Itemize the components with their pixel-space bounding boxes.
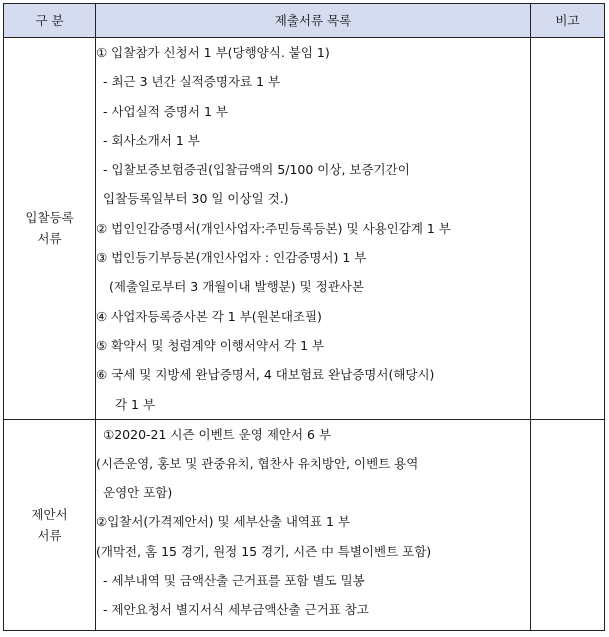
- list-item: - 최근 3 년간 실적증명자료 1 부: [103, 74, 281, 90]
- section-remark: [531, 419, 605, 630]
- list-item: - 회사소개서 1 부: [103, 132, 200, 148]
- section-remark: [531, 38, 605, 420]
- list-item: ①2020-21 시즌 이벤트 운영 제안서 6 부: [103, 426, 332, 442]
- list-item: 입찰등록일부터 30 일 이상일 것.): [103, 191, 289, 207]
- section-bid-registration: [4, 38, 605, 420]
- section-proposal-documents: [4, 419, 605, 630]
- list-item: ②입찰서(가격제안서) 및 세부산출 내역표 1 부: [96, 514, 351, 530]
- list-item: ④ 사업자등록증사본 각 1 부(원본대조필): [96, 308, 322, 324]
- list-item: - 사업실적 증명서 1 부: [103, 103, 228, 119]
- section-label: [4, 38, 96, 420]
- section-label-line: 서류: [37, 527, 62, 543]
- section-label-line: 서류: [37, 231, 62, 247]
- submission-documents-table: [3, 3, 605, 631]
- list-item: 각 1 부: [115, 396, 156, 412]
- list-item: ⑥ 국세 및 지방세 완납증명서, 4 대보험료 완납증명서(해당시): [96, 367, 435, 383]
- list-item: (시즌운영, 홍보 및 관중유치, 협찬사 유치방안, 이벤트 용역: [96, 456, 419, 472]
- list-item: ① 입찰참가 신청서 1 부(당행양식. 붙임 1): [96, 45, 330, 60]
- list-item: ⑤ 확약서 및 청렴계약 이행서약서 각 1 부: [96, 337, 325, 353]
- section-label-line: 입찰등록: [25, 210, 74, 226]
- list-item: - 제안요청서 별지서식 세부금액산출 근거표 참고: [103, 601, 369, 617]
- list-item: ② 법인인감증명서(개인사업자:주민등록등본) 및 사용인감계 1 부: [96, 220, 451, 236]
- section-label: [4, 419, 96, 630]
- list-item: - 세부내역 및 금액산출 근거표를 포함 별도 밀봉: [103, 572, 365, 588]
- header-category: 구 분: [4, 4, 96, 38]
- header-documents: 제출서류 목록: [96, 4, 531, 38]
- list-item: 운영안 포함): [103, 485, 173, 501]
- header-remarks: 비고: [531, 4, 605, 38]
- table-header-row: [4, 4, 605, 38]
- list-item: ③ 법인등기부등본(개인사업자 : 인감증명서) 1 부: [96, 250, 367, 266]
- section-label-line: 제안서: [31, 506, 68, 522]
- list-item: - 입찰보증보험증권(입찰금액의 5/100 이상, 보증기간이: [103, 162, 410, 178]
- section-document-list: [96, 38, 531, 420]
- list-item: (제출일로부터 3 개월이내 발행분) 및 정관사본: [109, 279, 364, 295]
- section-document-list: [96, 419, 531, 630]
- list-item: (개막전, 홈 15 경기, 원정 15 경기, 시즌 中 특별이벤트 포함): [96, 543, 432, 559]
